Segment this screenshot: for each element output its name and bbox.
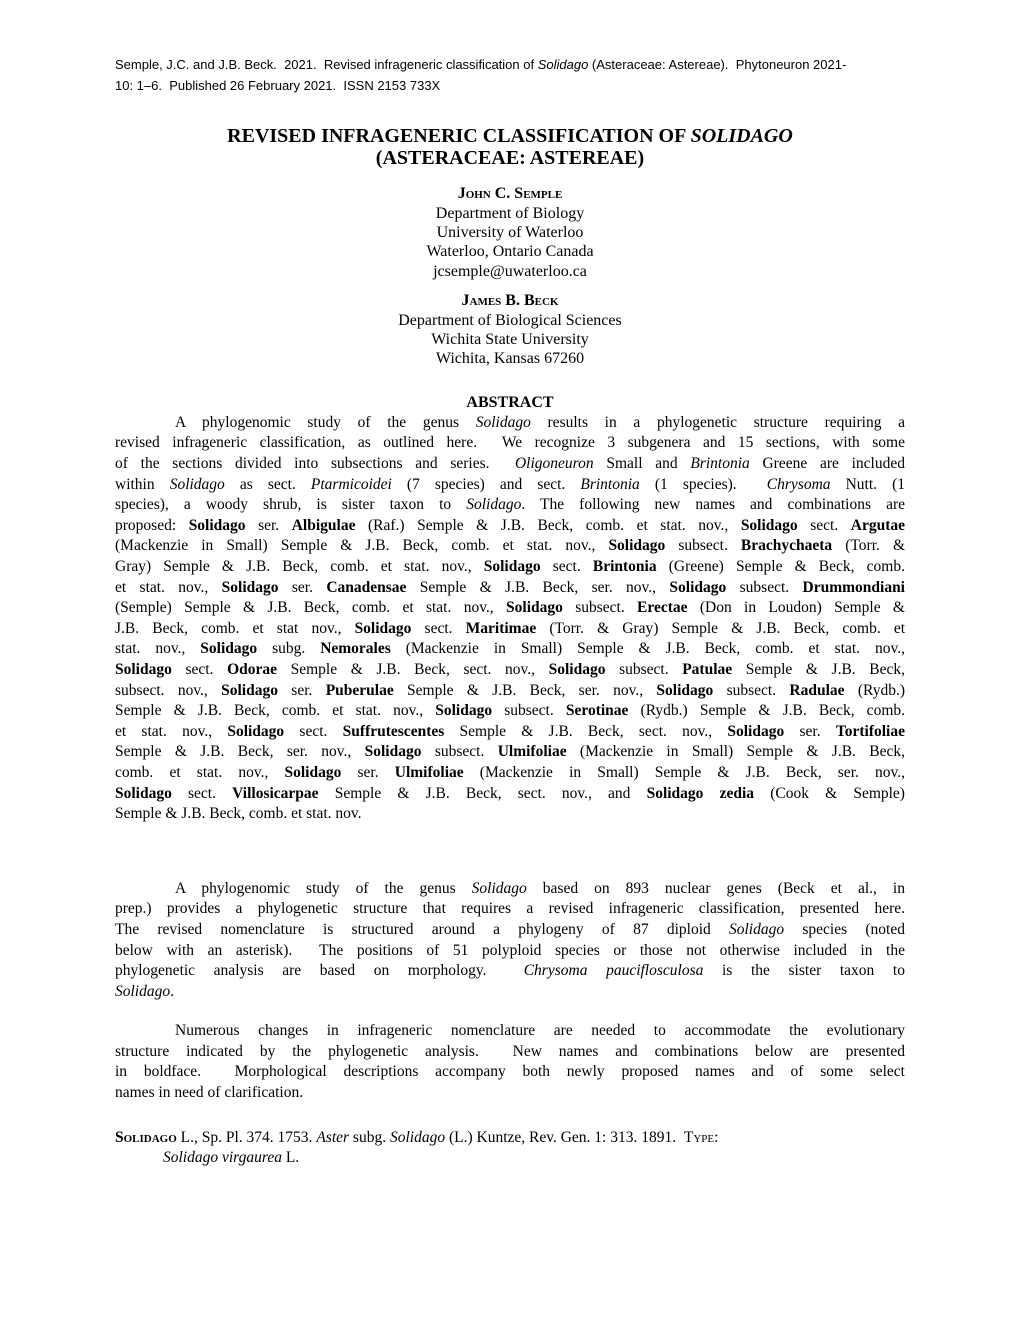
- text-segment: (Mackenzie in Small) Semple & J.B. Beck, ser. nov.,: [463, 763, 906, 781]
- text-line: Department of Biological Sciences: [398, 311, 622, 329]
- text-segment: Solidago: [537, 57, 589, 72]
- text-segment: Chrysoma: [766, 475, 831, 493]
- text-segment: Solidago: [483, 558, 541, 575]
- text-segment: ser.: [277, 681, 326, 699]
- text-line: [115, 681, 905, 702]
- text-segment: Solidago: [364, 743, 422, 761]
- text-segment: subsect.: [562, 599, 638, 617]
- text-segment: Solidago: [354, 619, 412, 637]
- text-segment: Semple, J.C. and J.B. Beck. 2021. Revised infrageneric classification of: [115, 57, 538, 72]
- text-segment: Nutt. (1: [830, 475, 905, 493]
- text-segment: Solidago: [169, 475, 225, 493]
- text-segment: revised infrageneric classification, as outlined here. We recognize 3 subgenera and 15 sections, with some: [115, 434, 905, 452]
- text-line: [115, 941, 905, 962]
- text-segment: 10: 1–6. Published 26 February 2021. ISSN 2153 733X: [115, 77, 441, 93]
- text-segment: sect.: [540, 558, 593, 575]
- text-segment: subsect.: [665, 537, 741, 555]
- text-segment: (Rydb.) Semple & J.B. Beck, comb.: [628, 702, 905, 720]
- text-line: [115, 413, 905, 434]
- text-segment: Solidago: [740, 516, 798, 534]
- text-segment: Ulmifoliae: [394, 763, 464, 781]
- text-line: [115, 55, 905, 76]
- text-segment: Radulae: [789, 681, 845, 699]
- text-segment: (ASTERACEAE: ASTEREAE): [375, 147, 645, 170]
- text-segment: A phylogenomic study of the genus: [175, 879, 472, 897]
- text-segment: (1 species).: [639, 475, 767, 493]
- text-segment: Small and: [593, 455, 691, 473]
- text-segment: (Semple) Semple & J.B. Beck, comb. et stat. nov.,: [115, 599, 507, 617]
- text-segment: Canadensae: [326, 578, 407, 596]
- text-segment: of the sections divided into subsections and series.: [115, 455, 515, 473]
- text-line: [115, 1148, 905, 1169]
- text-segment: names in need of clarification.: [115, 1084, 304, 1102]
- body-paragraph-2: [115, 1021, 905, 1103]
- text-segment: Solidago: [669, 578, 727, 596]
- text-segment: as sect.: [224, 475, 311, 493]
- text-segment: (Torr. & Gray) Semple & J.B. Beck, comb. et: [536, 619, 906, 637]
- text-segment: et stat. nov.,: [115, 578, 222, 596]
- text-segment: stat. nov.,: [115, 640, 201, 658]
- text-line: [115, 125, 905, 147]
- text-segment: prep.) provides a phylogenetic structure that requires a revised infrageneric classification, presented here.: [115, 900, 905, 918]
- text-line: [115, 701, 905, 722]
- text-segment: Solidago: [227, 722, 285, 740]
- text-line: Department of Biology: [435, 204, 585, 222]
- abstract-paragraph: [115, 413, 905, 825]
- text-line: [115, 784, 905, 805]
- text-segment: Semple & J.B. Beck, comb. et stat. nov.,: [115, 702, 436, 720]
- text-segment: species (noted: [784, 920, 905, 938]
- text-segment: L., Sp. Pl. 374. 1753.: [176, 1128, 317, 1146]
- text-segment: (Asteraceae: Astereae). Phytoneuron 2021-: [588, 57, 847, 72]
- text-segment: structure indicated by the phylogenetic analysis. New names and combinations below are presented: [115, 1042, 905, 1060]
- text-segment: L.: [281, 1149, 300, 1167]
- text-segment: Type:: [683, 1128, 719, 1146]
- text-line: [115, 763, 905, 784]
- text-segment: . The following new names and combinations are: [521, 496, 905, 514]
- body-paragraph-1: [115, 879, 905, 1003]
- text-segment: Solidago: [727, 722, 785, 740]
- text-segment: Drummondiani: [802, 578, 905, 596]
- text-segment: et stat. nov.,: [115, 722, 228, 740]
- text-segment: Brintonia: [592, 558, 657, 575]
- text-line: [115, 639, 905, 660]
- text-segment: Erectae: [637, 599, 688, 617]
- author-block-1: [115, 184, 905, 281]
- text-segment: Solidago: [471, 879, 527, 897]
- text-segment: ser.: [784, 722, 836, 740]
- text-segment: Semple & J.B. Beck,: [732, 660, 905, 678]
- text-segment: Solidago: [729, 920, 785, 938]
- text-line: [115, 76, 905, 97]
- text-line: [115, 454, 905, 475]
- text-segment: Brachychaeta: [740, 537, 833, 555]
- text-line: [115, 147, 905, 169]
- text-segment: Solidago: [656, 681, 714, 699]
- text-segment: Solidago: [115, 784, 172, 802]
- text-segment: Solidago: [115, 1128, 177, 1146]
- text-line: [115, 742, 905, 763]
- text-segment: Greene are included: [749, 455, 905, 473]
- text-segment: Semple & J.B. Beck, sect. nov.,: [277, 660, 549, 678]
- text-segment: Solidago: [115, 982, 171, 1000]
- text-line: [115, 1128, 905, 1149]
- text-segment: subsect.: [421, 743, 498, 761]
- text-line: [115, 1042, 905, 1063]
- text-line: [115, 1083, 905, 1104]
- text-segment: sect.: [171, 784, 233, 802]
- text-line: Wichita State University: [431, 331, 589, 349]
- text-segment: Solidago: [466, 496, 522, 514]
- text-segment: Solidago: [188, 516, 246, 534]
- text-segment: (Torr. &: [832, 537, 905, 555]
- text-segment: proposed:: [115, 516, 189, 534]
- text-segment: Oligoneuron: [514, 455, 594, 473]
- text-segment: Solidago: [475, 413, 531, 431]
- text-segment: Semple & J.B. Beck, ser. nov.,: [115, 743, 365, 761]
- text-segment: species), a woody shrub, is sister taxon to: [115, 496, 467, 514]
- text-segment: sect.: [284, 722, 343, 740]
- text-line: [115, 961, 905, 982]
- text-segment: Suffrutescentes: [342, 722, 445, 740]
- text-segment: Chrysoma pauciflosculosa: [523, 962, 704, 980]
- text-segment: Solidago virgaurea: [163, 1149, 282, 1167]
- text-segment: Brintonia: [690, 455, 750, 473]
- text-line: [115, 722, 905, 743]
- text-line: [115, 557, 905, 578]
- text-segment: Solidago: [115, 660, 172, 678]
- text-line: Waterloo, Ontario Canada: [426, 243, 594, 261]
- text-segment: subsect.: [713, 681, 790, 699]
- text-line: [115, 536, 905, 557]
- text-segment: (Greene) Semple & Beck, comb.: [656, 558, 905, 575]
- text-segment: Semple & J.B. Beck, comb. et stat. nov.: [115, 805, 362, 823]
- text-segment: Serotinae: [565, 702, 629, 720]
- text-segment: Solidago: [389, 1128, 446, 1146]
- text-segment: .: [170, 982, 174, 1000]
- author-block-2: [115, 291, 905, 369]
- text-segment: sect.: [411, 619, 466, 637]
- paper-title: [115, 125, 905, 169]
- text-segment: (7 species) and sect.: [391, 475, 581, 493]
- text-segment: ser.: [278, 578, 327, 596]
- text-segment: J.B. Beck, comb. et stat nov.,: [115, 619, 355, 637]
- text-segment: subsect. nov.,: [115, 681, 222, 699]
- text-line: [115, 619, 905, 640]
- author-affiliation-2: [115, 311, 905, 369]
- text-segment: sect.: [797, 516, 851, 534]
- text-segment: subsect.: [726, 578, 803, 596]
- text-segment: Solidago: [506, 599, 563, 617]
- text-segment: (Mackenzie in Small) Semple & J.B. Beck,: [566, 743, 905, 761]
- text-segment: Albigulae: [291, 516, 356, 534]
- text-segment: is the sister taxon to: [703, 962, 905, 980]
- text-segment: The revised nomenclature is structured around a phylogeny of 87 diploid: [115, 920, 729, 938]
- text-segment: below with an asterisk). The positions of 51 polyploid species or those not otherwise included in the: [115, 941, 905, 959]
- text-segment: Solidago: [608, 537, 666, 555]
- text-line: [115, 433, 905, 454]
- text-segment: Maritimae: [465, 619, 537, 637]
- text-line: [115, 1021, 905, 1042]
- text-segment: Gray) Semple & J.B. Beck, comb. et stat. nov.,: [115, 558, 484, 575]
- text-segment: Puberulae: [325, 681, 394, 699]
- text-segment: subg.: [349, 1128, 390, 1146]
- text-segment: Aster: [316, 1128, 350, 1146]
- text-line: [115, 475, 905, 496]
- text-segment: Patulae: [682, 660, 733, 678]
- text-segment: Solidago: [548, 660, 606, 678]
- text-segment: Brintonia: [580, 475, 640, 493]
- text-segment: (Rydb.): [844, 681, 906, 699]
- text-segment: (Mackenzie in Small) Semple & J.B. Beck, comb. et stat. nov.,: [390, 640, 905, 658]
- text-segment: Solidago: [221, 578, 279, 596]
- text-segment: Solidago: [284, 763, 342, 781]
- text-line: [115, 982, 905, 1003]
- text-segment: Semple & J.B. Beck, ser. nov.,: [393, 681, 657, 699]
- text-segment: within: [115, 475, 170, 493]
- text-segment: Tortifoliae: [835, 722, 905, 740]
- text-segment: Semple & J.B. Beck, sect. nov., and: [318, 784, 647, 802]
- text-segment: Semple & J.B. Beck, sect. nov.,: [444, 722, 728, 740]
- text-segment: A phylogenomic study of the genus: [175, 413, 476, 431]
- text-segment: (L.) Kuntze, Rev. Gen. 1: 313. 1891.: [445, 1128, 684, 1146]
- text-segment: Argutae: [850, 516, 905, 534]
- text-line: University of Waterloo: [436, 224, 584, 241]
- text-segment: Solidago: [200, 640, 258, 658]
- text-segment: comb. et stat. nov.,: [115, 763, 285, 781]
- text-segment: subsect.: [605, 660, 683, 678]
- text-line: [115, 899, 905, 920]
- text-segment: Ulmifoliae: [497, 743, 567, 761]
- text-segment: results in a phylogenetic structure requiring a: [530, 413, 905, 431]
- text-segment: (Don in Loudon) Semple &: [687, 599, 905, 617]
- text-line: [115, 660, 905, 681]
- text-segment: Semple & J.B. Beck, ser. nov.,: [406, 578, 670, 596]
- text-segment: Solidago: [221, 681, 278, 699]
- citation-header: [115, 55, 905, 96]
- text-line: [115, 516, 905, 537]
- text-segment: Villosicarpae: [232, 784, 319, 802]
- text-line: [115, 598, 905, 619]
- text-segment: REVISED INFRAGENERIC CLASSIFICATION OF: [227, 125, 691, 148]
- text-segment: ser.: [245, 516, 292, 534]
- text-line: jcsemple@uwaterloo.ca: [433, 262, 587, 280]
- author-name-1: John C. Semple: [457, 185, 563, 203]
- text-segment: phylogenetic analysis are based on morphology.: [115, 962, 524, 980]
- text-line: [115, 1062, 905, 1083]
- text-line: [115, 879, 905, 900]
- text-segment: Solidago zedia: [646, 784, 755, 802]
- text-segment: sect.: [171, 660, 228, 678]
- text-segment: Nemorales: [320, 640, 391, 658]
- text-segment: Numerous changes in infrageneric nomenclature are needed to accommodate the evolutionary: [175, 1022, 905, 1040]
- text-segment: (Mackenzie in Small) Semple & J.B. Beck, comb. et stat. nov.,: [115, 537, 609, 555]
- author-affiliation-1: [115, 204, 905, 282]
- abstract-heading: ABSTRACT: [466, 393, 554, 411]
- text-segment: in boldface. Morphological descriptions accompany both newly proposed names and of some select: [115, 1063, 905, 1081]
- text-line: [115, 920, 905, 941]
- text-segment: ser.: [341, 763, 395, 781]
- text-line: [115, 578, 905, 599]
- author-name-2: James B. Beck: [461, 292, 559, 310]
- text-segment: (Raf.) Semple & J.B. Beck, comb. et stat. nov.,: [355, 516, 741, 534]
- text-segment: subsect.: [492, 702, 566, 720]
- taxon-entry: [115, 1128, 905, 1169]
- text-segment: subg.: [257, 640, 321, 658]
- text-line: Wichita, Kansas 67260: [435, 350, 585, 368]
- text-segment: based on 893 nuclear genes (Beck et al., in: [526, 879, 905, 897]
- text-line: [115, 495, 905, 516]
- text-segment: Odorae: [227, 660, 277, 678]
- text-segment: (Cook & Semple): [754, 784, 905, 802]
- text-segment: Ptarmicoidei: [310, 475, 392, 493]
- text-segment: Solidago: [435, 702, 493, 720]
- text-line: [115, 804, 905, 825]
- text-segment: SOLIDAGO: [690, 125, 793, 148]
